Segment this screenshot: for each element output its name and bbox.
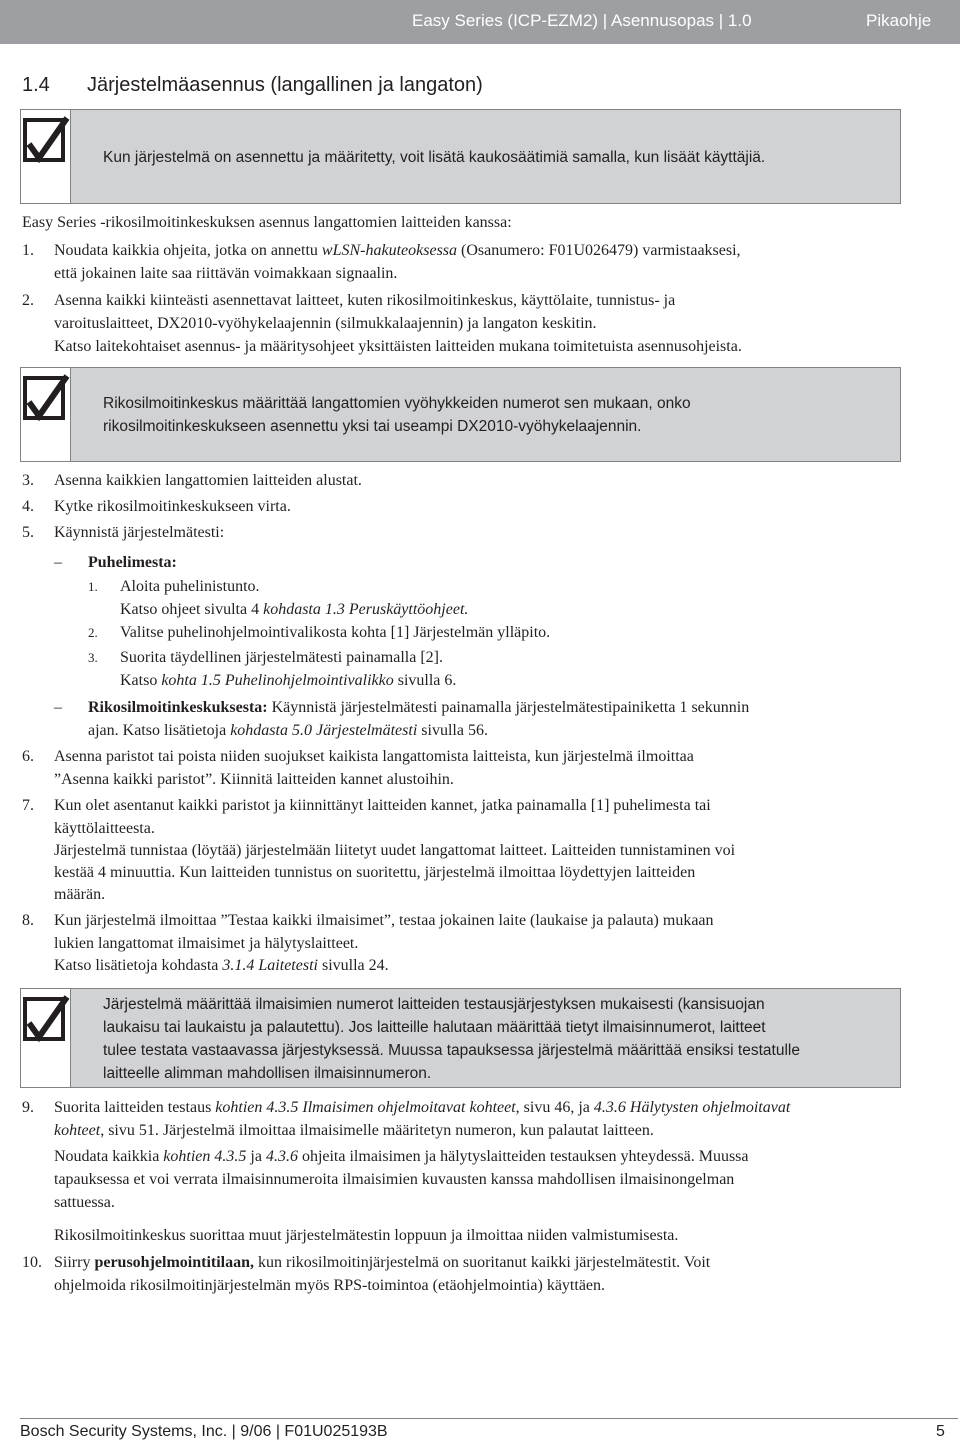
phone-label: Puhelimesta: — [88, 554, 177, 571]
step-number: 3. — [22, 472, 34, 489]
step9-line1: Suorita laitteiden testaus kohtien 4.3.5 Ilmaisimen ohjelmoitavat kohteet, sivu 46, ja 4.3.6 Hälytysten ohjelmoitavat — [54, 1099, 791, 1116]
step8-line3: Katso lisätietoja kohdasta 3.1.4 Laitetesti sivulla 24. — [54, 957, 389, 974]
checkbox-check-icon — [23, 993, 71, 1053]
step7-line2: käyttölaitteesta. — [54, 820, 155, 837]
page-header — [0, 0, 960, 44]
doc-reference: wLSN-hakuteoksessa — [321, 242, 458, 259]
step3-text: Asenna kaikkien langattomien laitteiden alustat. — [54, 472, 362, 489]
substep3-ref: Katso kohta 1.5 Puhelinohjelmointivalikko sivulla 6. — [120, 672, 457, 689]
step9-line4: tapauksessa et voi verrata ilmaisinnumeroita ilmaisimien kuvausten kanssa mahdollisen ilmaisinongelman — [54, 1171, 735, 1188]
step8-line1: Kun järjestelmä ilmoittaa ”Testaa kaikki ilmaisimet”, testaa jokainen laite (laukaise ja palauta) mukaan — [54, 912, 714, 929]
step9-line2: kohteet, sivu 51. Järjestelmä ilmoittaa ilmaisimelle määritetyn numeron, kun palautat laitteen. — [54, 1122, 654, 1139]
step2-line2: varoituslaitteet, DX2010-vyöhykelaajennin (silmukkalaajennin) ja langaton keskitin. — [54, 315, 597, 332]
substep2-text: Valitse puhelinohjelmointivalikosta kohta [1] Järjestelmän ylläpito. — [120, 624, 551, 641]
step10-line2: ohjelmoida rikosilmoitinjärjestelmän myös RPS-toimintoa (etäohjelmointia) käyttäen. — [54, 1277, 606, 1294]
note-line: rikosilmoitinkeskukseen asennettu yksi tai useampi DX2010-vyöhykelaajennin. — [103, 418, 642, 435]
step-number: 1. — [22, 242, 34, 259]
checkbox-check-icon — [23, 372, 71, 432]
step7-line4: kestää 4 minuuttia. Kun laitteiden tunnistus on suoritettu, järjestelmä ilmoittaa löydettyjen laitteiden — [54, 864, 696, 881]
step-number: 7. — [22, 797, 34, 814]
step2-line1: Asenna kaikki kiinteästi asennettavat laitteet, kuten rikosilmoitinkeskus, käyttölaite, tunnistus- ja — [54, 292, 676, 309]
checkbox-check-icon — [23, 114, 71, 174]
step10-line1: Siirry perusohjelmointitilaan, kun rikosilmoitinjärjestelmä on suoritanut kaikki järjestelmätestit. Voit — [54, 1254, 711, 1271]
step6-line2: ”Asenna kaikki paristot”. Kiinnitä laitteiden kannet alustoihin. — [54, 771, 454, 788]
panel-line2: ajan. Katso lisätietoja kohdasta 5.0 Järjestelmätesti sivulla 56. — [88, 722, 488, 739]
step7-line1: Kun olet asentanut kaikki paristot ja kiinnittänyt laitteiden kannet, jatka painamalla [1] puhelimesta tai — [54, 797, 711, 814]
note-icon-box — [21, 368, 71, 461]
dash-bullet: – — [54, 554, 62, 571]
note-text — [103, 392, 691, 438]
header-section: Pikaohje — [866, 11, 932, 30]
dash-bullet: – — [54, 699, 62, 716]
page-number: 5 — [936, 1423, 945, 1440]
panel-line1: Rikosilmoitinkeskuksesta: Käynnistä järjestelmätesti painamalla järjestelmätestipainiketta 1 sekunnin — [88, 699, 750, 716]
step-number: 2. — [22, 292, 34, 309]
step1-line1: Noudata kaikkia ohjeita, jotka on annettu wLSN-hakuteoksessa (Osanumero: F01U026479) varmistaaksesi, — [54, 242, 741, 259]
note-box-1 — [20, 109, 901, 204]
step2-line3: Katso laitekohtaiset asennus- ja määritysohjeet yksittäisten laitteiden mukana toimitetuista asennusohjeista. — [54, 338, 742, 355]
footer-text: Bosch Security Systems, Inc. | 9/06 | F01U025193B — [20, 1423, 388, 1440]
step6-line1: Asenna paristot tai poista niiden suojukset kaikista langattomista laitteista, kun järjestelmä ilmoittaa — [54, 748, 694, 765]
intro-text: Easy Series -rikosilmoitinkeskuksen asennus langattomien laitteiden kanssa: — [22, 214, 512, 231]
note-text: Kun järjestelmä on asennettu ja määritetty, voit lisätä kaukosäätimiä samalla, kun lisäät käyttäjiä. — [103, 149, 766, 166]
note-icon-box — [21, 110, 71, 203]
step5-text: Käynnistä järjestelmätesti: — [54, 524, 225, 541]
substep3-text: Suorita täydellinen järjestelmätesti painamalla [2]. — [120, 649, 443, 666]
step9-line5: sattuessa. — [54, 1194, 115, 1211]
step4-text: Kytke rikosilmoitinkeskukseen virta. — [54, 498, 291, 515]
note-line: laukaisu tai laukaistu ja palautettu). Jos laitteille halutaan määrittää tietyt ilmaisinnumerot, laitteet — [103, 1019, 766, 1036]
step-number: 8. — [22, 912, 34, 929]
step7-line5: määrän. — [54, 886, 106, 903]
step-number: 9. — [22, 1099, 34, 1116]
note-line: Järjestelmä määrittää ilmaisimien numerot laitteiden testausjärjestyksen mukaisesti (kansisuojan — [103, 996, 765, 1013]
step-number: 6. — [22, 748, 34, 765]
step-number: 5. — [22, 524, 34, 541]
step9-line3: Noudata kaikkia kohtien 4.3.5 ja 4.3.6 ohjeita ilmaisimen ja hälytyslaitteiden testauksen yhteydessä. Muussa — [54, 1148, 749, 1165]
footer-divider — [20, 1418, 958, 1419]
substep-number: 3. — [88, 650, 98, 665]
note-line: Rikosilmoitinkeskus määrittää langattomien vyöhykkeiden numerot sen mukaan, onko — [103, 395, 691, 412]
section-title: Järjestelmäasennus (langallinen ja langaton) — [87, 74, 483, 96]
substep1-text: Aloita puhelinistunto. — [120, 578, 260, 595]
note-text — [103, 993, 800, 1085]
note-box-3 — [20, 988, 901, 1088]
step1-line2: että jokainen laite saa riittävän voimakkaan signaalin. — [54, 265, 398, 282]
substep-number: 2. — [88, 625, 98, 640]
section-number: 1.4 — [22, 74, 50, 96]
note-box-2 — [20, 367, 901, 462]
header-title: Easy Series (ICP-EZM2) | Asennusopas | 1.0 — [412, 11, 752, 30]
step-number: 4. — [22, 498, 34, 515]
step7-line3: Järjestelmä tunnistaa (löytää) järjestelmään liitetyt uudet langattomat laitteet. Laitteiden tunnistaminen voi — [54, 842, 736, 859]
note-line: laitteelle alimman mahdollisen ilmaisinnumeron. — [103, 1065, 432, 1082]
note-icon-box — [21, 989, 71, 1087]
substep-number: 1. — [88, 579, 98, 594]
note-line: tulee testata vastaavassa järjestyksessä. Muussa tapauksessa järjestelmä määrittää ensiksi testatulle — [103, 1042, 800, 1059]
step8-line2: lukien langattomat ilmaisimet ja hälytyslaitteet. — [54, 935, 359, 952]
section-heading — [22, 74, 483, 97]
step9-line6: Rikosilmoitinkeskus suorittaa muut järjestelmätestin loppuun ja ilmoittaa niiden valmistumisesta. — [54, 1227, 679, 1244]
step-number: 10. — [22, 1254, 42, 1271]
substep1-ref: Katso ohjeet sivulta 4 kohdasta 1.3 Peruskäyttöohjeet. — [120, 601, 469, 618]
